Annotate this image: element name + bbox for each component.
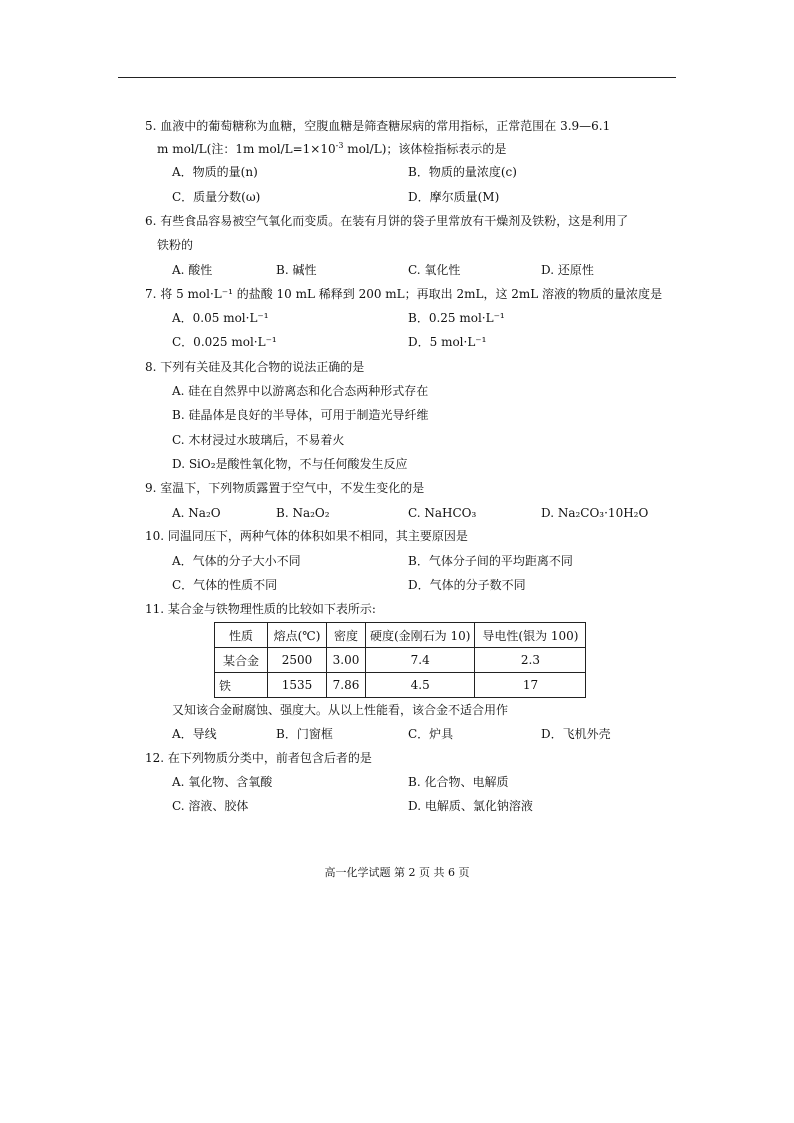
q8-option-b[interactable]: B. 硅晶体是良好的半导体，可用于制造光导纤维 [172, 408, 429, 422]
q5-option-a[interactable]: A．物质的量(n) [172, 165, 258, 179]
q7-option-a[interactable]: A．0.05 mol·L⁻¹ [172, 311, 269, 325]
header-rule [118, 77, 676, 78]
table-header-cell: 导电性(银为 100) [475, 623, 586, 648]
q7-option-d[interactable]: D．5 mol·L⁻¹ [408, 335, 487, 349]
q11-stem: 11. 某合金与铁物理性质的比较如下表所示: [145, 602, 376, 616]
q8-stem: 8. 下列有关硅及其化合物的说法正确的是 [145, 360, 365, 374]
q9-option-c[interactable]: C. NaHCO₃ [408, 506, 477, 520]
q11-option-b[interactable]: B．门窗框 [276, 727, 333, 741]
q5-option-c[interactable]: C．质量分数(ω) [172, 190, 261, 204]
table-header-cell: 熔点(℃) [268, 623, 327, 648]
q10-option-d[interactable]: D．气体的分子数不同 [408, 578, 526, 592]
q6-option-a[interactable]: A. 酸性 [172, 263, 213, 277]
q10-stem: 10. 同温同压下，两种气体的体积如果不相同，其主要原因是 [145, 529, 468, 543]
q6-option-d[interactable]: D. 还原性 [541, 263, 594, 277]
table-header-cell: 性质 [215, 623, 268, 648]
table-cell: 3.00 [327, 648, 366, 673]
table-header-row [215, 623, 586, 648]
q5-option-b[interactable]: B．物质的量浓度(c) [408, 165, 517, 179]
q11-followup: 又知该合金耐腐蚀、强度大。从以上性能看，该合金不适合用作 [172, 703, 509, 717]
q7-option-b[interactable]: B．0.25 mol·L⁻¹ [408, 311, 505, 325]
q7-stem: 7. 将 5 mol·L⁻¹ 的盐酸 10 mL 稀释到 200 mL；再取出 2mL，这 2mL 溶液的物质的量浓度是 [145, 287, 663, 301]
q9-option-b[interactable]: B. Na₂O₂ [276, 506, 330, 520]
page-footer: 高一化学试题 第 2 页 共 6 页 [324, 866, 470, 879]
table-cell: 7.4 [366, 648, 475, 673]
table-cell: 17 [475, 673, 586, 698]
q10-option-c[interactable]: C．气体的性质不同 [172, 578, 278, 592]
q8-option-c[interactable]: C. 木材浸过水玻璃后，不易着火 [172, 433, 345, 447]
q6-stem-line2: 铁粉的 [157, 238, 194, 252]
table-cell: 1535 [268, 673, 327, 698]
q6-stem-line1: 6. 有些食品容易被空气氧化而变质。在装有月饼的袋子里常放有干燥剂及铁粉，这是利用了 [145, 214, 629, 228]
table-cell: 4.5 [366, 673, 475, 698]
q10-option-a[interactable]: A．气体的分子大小不同 [172, 554, 301, 568]
q11-option-a[interactable]: A．导线 [172, 727, 217, 741]
q8-option-a[interactable]: A. 硅在自然界中以游离态和化合态两种形式存在 [172, 384, 429, 398]
q10-option-b[interactable]: B．气体分子间的平均距离不同 [408, 554, 573, 568]
q6-option-b[interactable]: B. 碱性 [276, 263, 317, 277]
q7-option-c[interactable]: C．0.025 mol·L⁻¹ [172, 335, 277, 349]
q5-option-d[interactable]: D．摩尔质量(M) [408, 190, 500, 204]
q9-option-a[interactable]: A. Na₂O [172, 506, 221, 520]
q11-option-d[interactable]: D．飞机外壳 [541, 727, 611, 741]
table-row [215, 648, 586, 673]
q11-option-c[interactable]: C．炉具 [408, 727, 454, 741]
table-cell: 2500 [268, 648, 327, 673]
table-cell: 某合金 [215, 648, 268, 673]
q12-option-b[interactable]: B. 化合物、电解质 [408, 775, 509, 789]
q5-stem-line2: m mol/L(注：1m mol/$L=1\times 10^{-3}$ mol/L)；该体检指标表示的是 [157, 141, 507, 156]
q12-option-d[interactable]: D. 电解质、氯化钠溶液 [408, 799, 533, 813]
table-header-cell: 硬度(金刚石为 10) [366, 623, 475, 648]
table-cell: 铁 [215, 673, 268, 698]
q9-stem: 9. 室温下，下列物质露置于空气中，不发生变化的是 [145, 481, 425, 495]
q12-stem: 12. 在下列物质分类中，前者包含后者的是 [145, 751, 372, 765]
q8-option-d[interactable]: D. SiO₂是酸性氧化物，不与任何酸发生反应 [172, 457, 408, 471]
table-header-cell: 密度 [327, 623, 366, 648]
q5-stem-line1: 5. 血液中的葡萄糖称为血糖，空腹血糖是筛查糖尿病的常用指标，正常范围在 3.9—6.1 [145, 119, 611, 133]
q12-option-a[interactable]: A. 氧化物、含氧酸 [172, 775, 273, 789]
q6-option-c[interactable]: C. 氧化性 [408, 263, 461, 277]
table-row [215, 673, 586, 698]
property-comparison-table [214, 622, 586, 698]
table-cell: 2.3 [475, 648, 586, 673]
q9-option-d[interactable]: D. Na₂CO₃·10H₂O [541, 506, 649, 520]
q12-option-c[interactable]: C. 溶液、胶体 [172, 799, 249, 813]
table-cell: 7.86 [327, 673, 366, 698]
